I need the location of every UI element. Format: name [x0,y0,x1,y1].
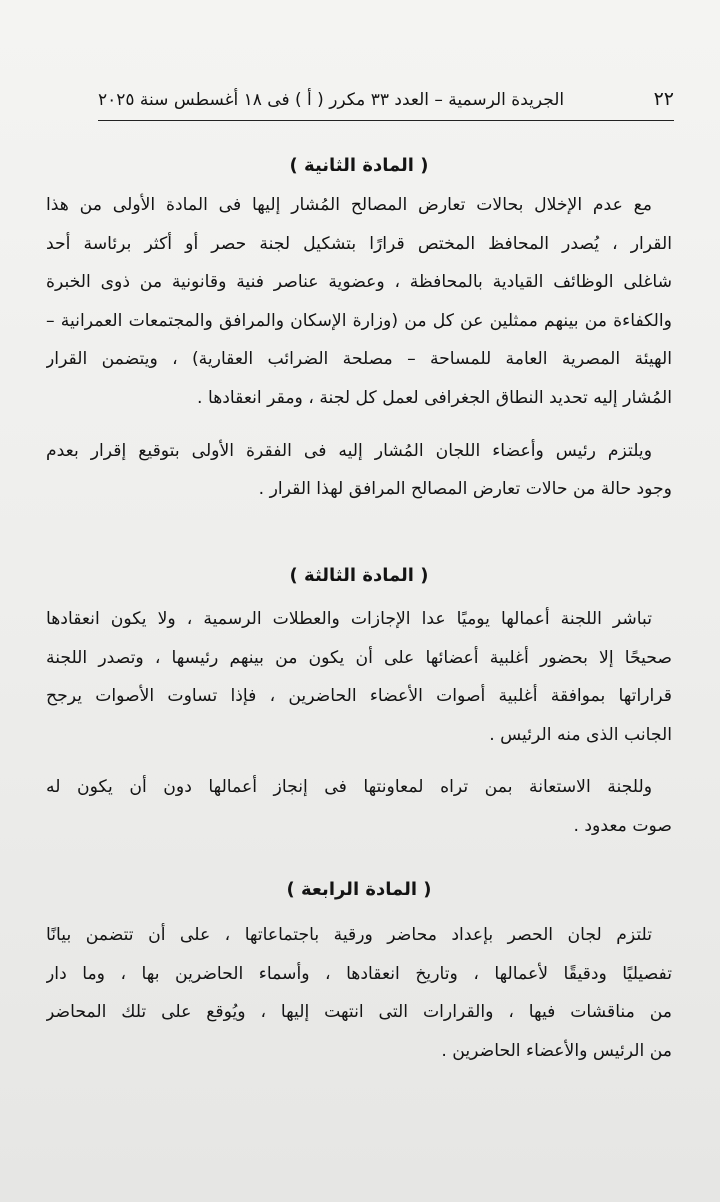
text-line: من مناقشات فيها ، والقرارات التى انتهت إليها ، ويُوقع على تلك المحاضر [46,1002,672,1023]
article-heading: ( المادة الثالثة ) [289,565,429,586]
article-heading: ( المادة الرابعة ) [286,879,432,900]
header-rule [98,120,674,121]
article-3 [46,562,672,846]
text-line: تلتزم لجان الحصر بإعداد محاضر ورقية باجتماعاتها ، على أن تتضمن بيانًا [46,925,652,945]
article-2 [46,152,672,509]
text-line: صوت معدود . [573,815,672,836]
text-line: قراراتها بموافقة أغلبية أصوات الأعضاء الحاضرين ، فإذا تساوت الأصوات يرجح [46,686,672,707]
text-line: ويلتزم رئيس وأعضاء اللجان المُشار إليه فى الفقرة الأولى بتوقيع إقرار بعدم [46,440,652,461]
text-line: وللجنة الاستعانة بمن تراه لمعاونتها فى إنجاز أعمالها دون أن يكون له [46,777,652,798]
text-line: المُشار إليه تحديد النطاق الجغرافى لعمل كل لجنة ، ومقر انعقادها . [197,387,672,408]
paragraph [46,768,672,845]
paragraph [46,600,672,754]
text-line: الجانب الذى منه الرئيس . [489,724,672,745]
article-heading: ( المادة الثانية ) [289,155,429,176]
paragraph [46,432,672,509]
text-line: تباشر اللجنة أعمالها يوميًا عدا الإجازات والعطلات الرسمية ، ولا يكون انعقادها [46,609,652,629]
page-header [98,88,674,110]
text-line: الهيئة المصرية العامة للمساحة – مصلحة الضرائب العقارية) ، ويتضمن القرار [46,349,672,370]
text-line: وجود حالة من حالات تعارض المصالح المرافق لهذا القرار . [258,479,672,500]
text-line: مع عدم الإخلال بحالات تعارض المصالح المُشار إليها فى المادة الأولى من هذا [46,195,652,215]
paragraph [46,186,672,418]
text-line: صحيحًا إلا بحضور أغلبية أعضائها على أن يكون من بينهم رئيسها ، وتصدر اللجنة [46,647,672,668]
text-line: والكفاءة من بينهم ممثلين عن كل من (وزارة الإسكان والمرافق والمجتمعات العمرانية – [46,310,672,331]
paragraph [46,916,672,1070]
text-line: شاغلى الوظائف القيادية بالمحافظة ، وعضوية عناصر فنية وقانونية من ذوى الخبرة [46,272,672,293]
running-title: الجريدة الرسمية – العدد ٣٣ مكرر ( أ ) فى ١٨ أغسطس سنة ٢٠٢٥ [98,90,565,110]
text-line: القرار ، يُصدر المحافظ المختص قرارًا بتشكيل لجنة حصر أو أكثر برئاسة أحد [46,233,672,254]
article-4 [46,876,672,1070]
page-number: ٢٢ [653,88,674,110]
text-line: من الرئيس والأعضاء الحاضرين . [441,1040,672,1061]
text-line: تفصيليًا ودقيقًا لأعمالها ، وتاريخ انعقادها ، وأسماء الحاضرين بها ، وما دار [46,963,672,984]
